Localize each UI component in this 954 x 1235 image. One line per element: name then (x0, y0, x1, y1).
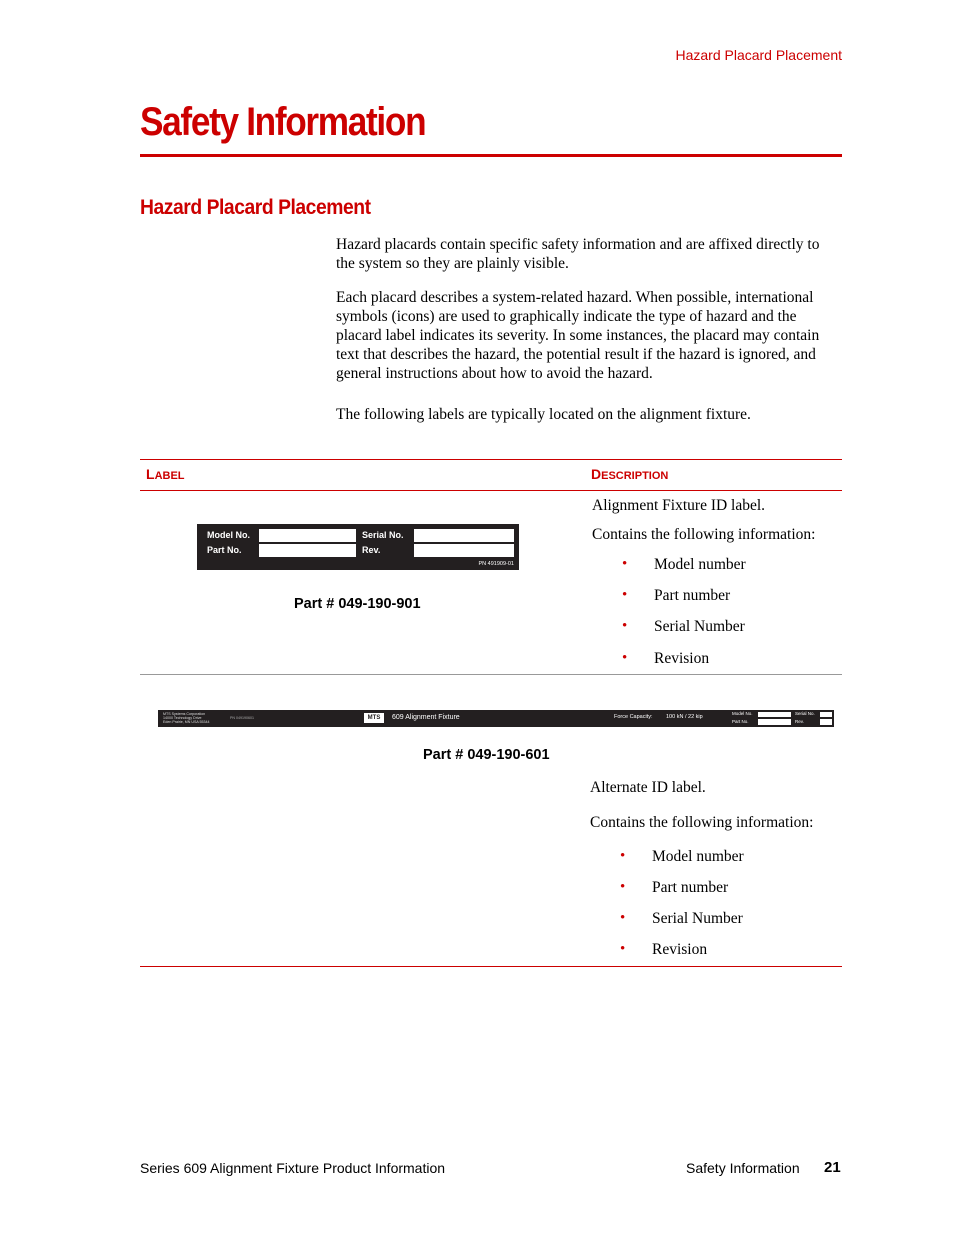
id-label-901 (197, 524, 519, 570)
bullet-icon: • (622, 650, 628, 666)
row1-bullet-item: Revision (654, 650, 710, 667)
intro-paragraph: Hazard placards contain specific safety information and are affixed directly to the system so they are plainly visible. (336, 236, 820, 272)
address-line: Eden Prairie, MN USA 55344 (163, 720, 210, 724)
row2-desc-title: Alternate ID label. (590, 779, 706, 796)
id-label-row (197, 544, 519, 558)
mts-logo-icon: MTS (364, 713, 384, 723)
bullet-icon: • (620, 848, 626, 864)
product-name: 609 Alignment Fixture (392, 714, 460, 721)
row1-bullet-item: Part number (654, 587, 731, 604)
column-header-description-initial: D (591, 466, 602, 482)
model-no-key: Model No. (207, 530, 250, 540)
label-part-number: PN 049190601 (230, 716, 254, 720)
part-no-key: Part No. (207, 545, 242, 555)
address-line: MTS Systems Corporation (163, 712, 206, 716)
rev-key: Rev. (795, 719, 804, 724)
serial-no-key: Serial No. (362, 530, 404, 540)
running-head: Hazard Placard Placement (675, 47, 842, 63)
column-header-label (146, 466, 185, 482)
footer-section: Safety Information (686, 1160, 800, 1176)
force-capacity-value: 100 kN / 22 kip (666, 714, 703, 720)
serial-no-box (820, 712, 832, 717)
model-no-box (758, 712, 791, 717)
id-label-601 (158, 710, 834, 727)
bullet-icon: • (620, 910, 626, 926)
bullet-icon: • (622, 556, 628, 572)
section-title: Hazard Placard Placement (140, 196, 371, 219)
footer-document-title: Series 609 Alignment Fixture Product Information (140, 1160, 446, 1176)
placard-paragraph: Each placard describes a system-related hazard. When possible, international symbols (icons) are used to graphically indicate the type of hazard and the placard label indicates its severity. In some instances, the placard may contain text that describes the hazard, the potential result if the hazard is ignored, and general instructions about how to avoid the hazard. (336, 289, 820, 382)
table-header-rule (140, 490, 842, 491)
rev-box (820, 719, 832, 725)
label-address (163, 712, 210, 724)
force-capacity-key: Force Capacity: (614, 714, 653, 720)
serial-no-key: Serial No. (795, 711, 815, 716)
bullet-icon: • (620, 941, 626, 957)
address-line: 14000 Technology Drive (163, 716, 202, 720)
rev-box (414, 544, 514, 557)
column-header-label-initial: L (146, 466, 155, 482)
row1-bullet-item: Model number (654, 556, 746, 573)
model-no-key: Model No. (732, 711, 753, 716)
row1-bullet-item: Serial Number (654, 618, 745, 635)
row2-bullet-item: Model number (652, 848, 744, 865)
rev-key: Rev. (362, 545, 381, 555)
row1-desc-title: Alignment Fixture ID label. (592, 497, 766, 514)
chapter-title: Safety Information (140, 100, 426, 144)
page-number: 21 (824, 1159, 841, 1176)
model-no-box (259, 529, 356, 542)
row2-desc-intro: Contains the following information: (590, 814, 814, 831)
row2-bullet-item: Revision (652, 941, 708, 958)
row1-desc-intro: Contains the following information: (592, 526, 816, 543)
row-divider (140, 674, 842, 675)
column-header-label-rest: ABEL (154, 470, 185, 482)
column-header-description (591, 466, 668, 482)
chapter-rule (140, 154, 842, 157)
bullet-icon: • (620, 879, 626, 895)
labels-paragraph: The following labels are typically located on the alignment fixture. (336, 406, 751, 423)
part-no-key: Part No. (732, 719, 749, 724)
part-no-box (259, 544, 356, 557)
bullet-icon: • (622, 618, 628, 634)
bullet-icon: • (622, 587, 628, 603)
part-caption-901: Part # 049-190-901 (294, 596, 421, 612)
row2-bullet-item: Serial Number (652, 910, 743, 927)
part-caption-601: Part # 049-190-601 (423, 747, 550, 763)
part-no-box (758, 719, 791, 725)
id-label-row (197, 529, 519, 543)
table-bottom-rule (140, 966, 842, 967)
row2-bullet-item: Part number (652, 879, 729, 896)
serial-no-box (414, 529, 514, 542)
table-top-rule (140, 459, 842, 460)
label-part-number: PN 491909-01 (478, 561, 514, 567)
column-header-description-rest: ESCRIPTION (601, 470, 669, 482)
